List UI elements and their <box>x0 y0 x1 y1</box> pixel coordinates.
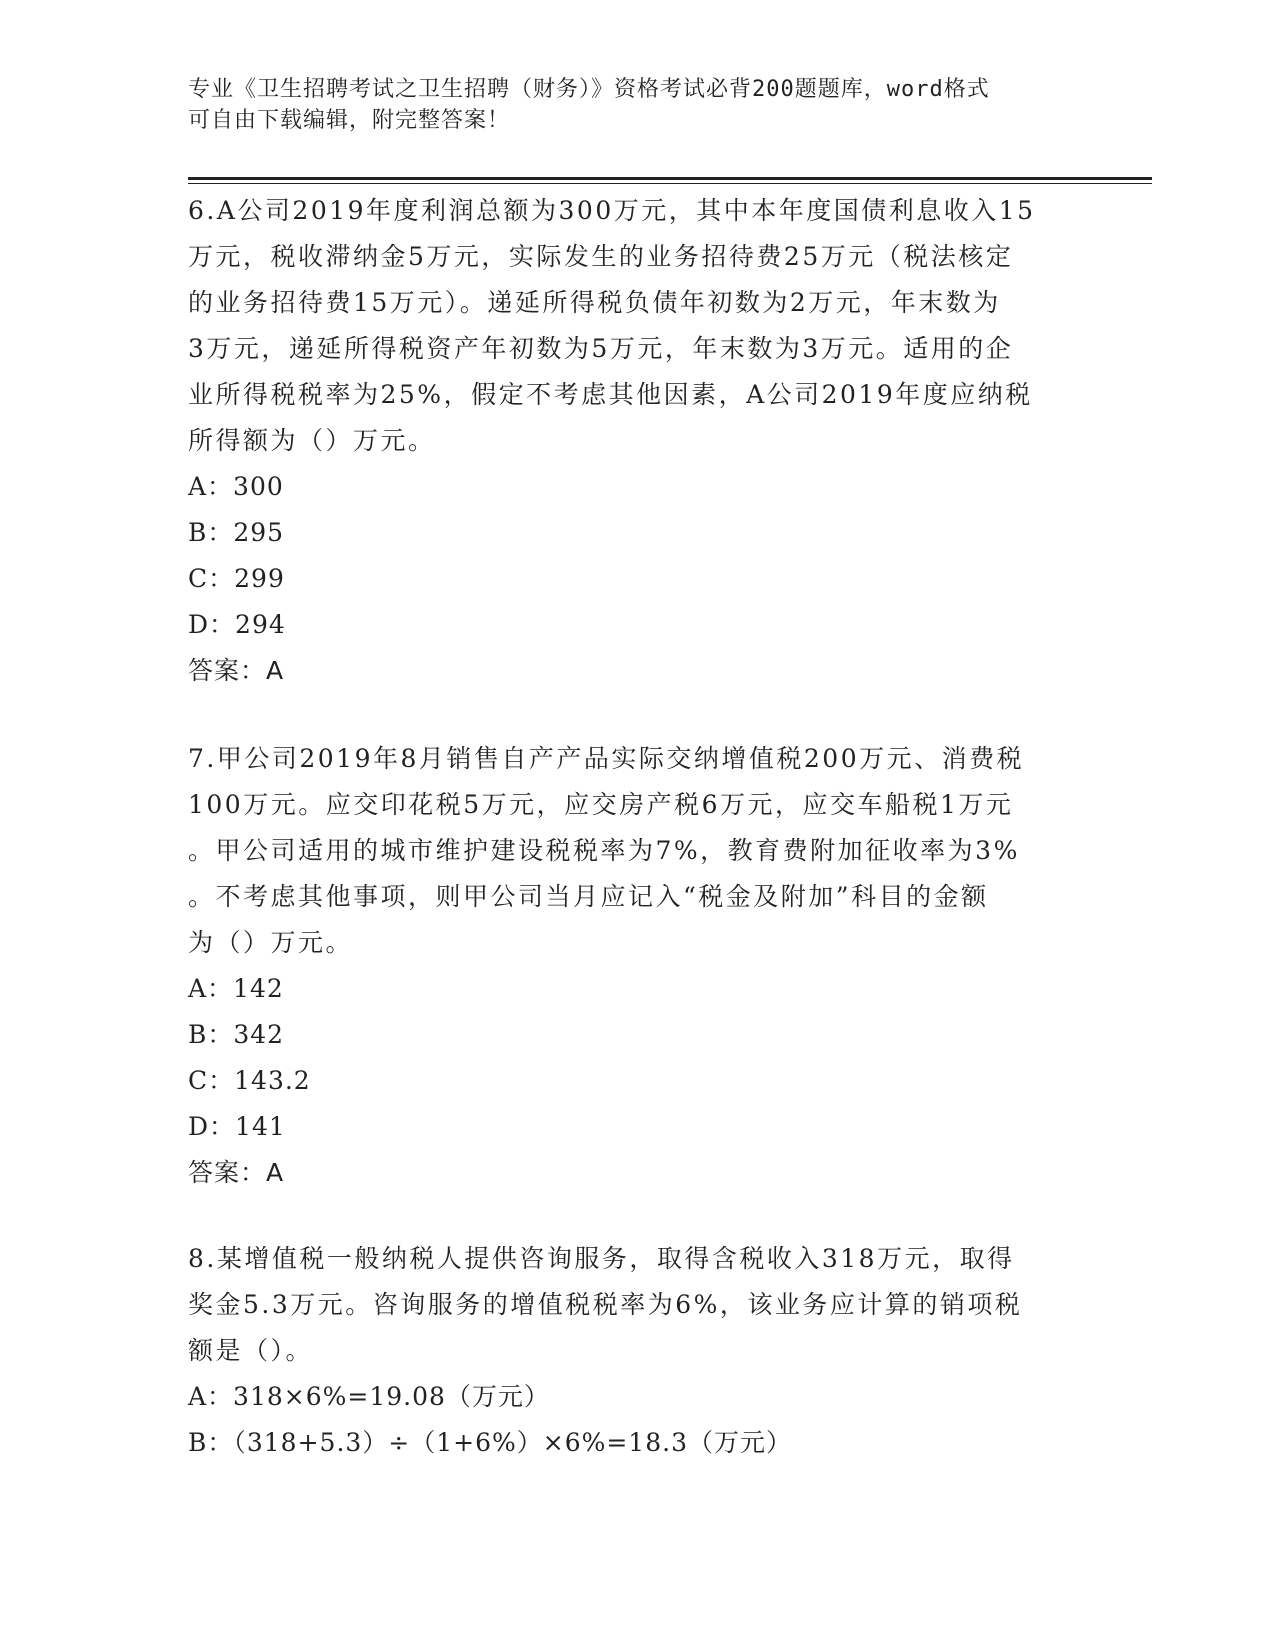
header-line-1: 专业《卫生招聘考试之卫生招聘（财务）》资格考试必背200题题库，word格式 <box>188 77 990 102</box>
question-8-line-2: 奖金5.3万元。咨询服务的增值税税率为6%，该业务应计算的销项税 <box>188 1290 1023 1319</box>
question-6-line-3: 的业务招待费15万元）。递延所得税负债年初数为2万元，年末数为 <box>188 288 1001 317</box>
question-list <box>188 188 1088 1466</box>
question-7-line-2: 100万元。应交印花税5万元，应交房产税6万元，应交车船税1万元 <box>188 790 1014 819</box>
question-7-option-b: B：342 <box>188 1020 285 1049</box>
question-8-option-a: A：318×6%=19.08（万元） <box>188 1382 550 1411</box>
question-7-line-5: 为（）万元。 <box>188 928 354 957</box>
question-6-line-1: 6.A公司2019年度利润总额为300万元，其中本年度国债利息收入15 <box>188 196 1036 225</box>
question-8 <box>188 1236 1088 1466</box>
question-8-line-3: 额是（）。 <box>188 1336 314 1365</box>
question-6-line-6: 所得额为（）万元。 <box>188 426 436 455</box>
question-6-answer: 答案：A <box>188 656 285 685</box>
question-6-line-4: 3万元，递延所得税资产年初数为5万元，年末数为3万元。适用的企 <box>188 334 1014 363</box>
question-7-option-d: D：141 <box>188 1112 286 1141</box>
question-6-option-a: A：300 <box>188 472 284 501</box>
question-7-answer: 答案：A <box>188 1158 285 1187</box>
question-6-option-b: B：295 <box>188 518 285 547</box>
question-7-option-c: C：143.2 <box>188 1066 311 1095</box>
question-7-line-3: 。甲公司适用的城市维护建设税税率为7%，教育费附加征收率为3% <box>188 836 1020 865</box>
question-7-line-4: 。不考虑其他事项，则甲公司当月应记入“税金及附加”科目的金额 <box>188 882 989 911</box>
question-spacer <box>188 694 1088 736</box>
question-spacer <box>188 1196 1088 1236</box>
question-8-option-b: B：（318+5.3）÷（1+6%）×6%=18.3（万元） <box>188 1428 792 1457</box>
question-7 <box>188 736 1088 1196</box>
document-header <box>188 74 1088 136</box>
question-6-option-c: C：299 <box>188 564 285 593</box>
question-6 <box>188 188 1088 694</box>
question-6-line-2: 万元，税收滞纳金5万元，实际发生的业务招待费25万元（税法核定 <box>188 242 1014 271</box>
question-6-option-d: D：294 <box>188 610 286 639</box>
question-6-line-5: 业所得税税率为25%，假定不考虑其他因素，A公司2019年度应纳税 <box>188 380 1033 409</box>
header-line-2: 可自由下载编辑，附完整答案！ <box>188 108 511 133</box>
question-7-line-1: 7.甲公司2019年8月销售自产产品实际交纳增值税200万元、消费税 <box>188 744 1025 773</box>
question-7-option-a: A：142 <box>188 974 284 1003</box>
header-divider-thick <box>188 177 1152 180</box>
header-divider-thin <box>188 183 1152 184</box>
question-8-line-1: 8.某增值税一般纳税人提供咨询服务，取得含税收入318万元，取得 <box>188 1244 1015 1273</box>
